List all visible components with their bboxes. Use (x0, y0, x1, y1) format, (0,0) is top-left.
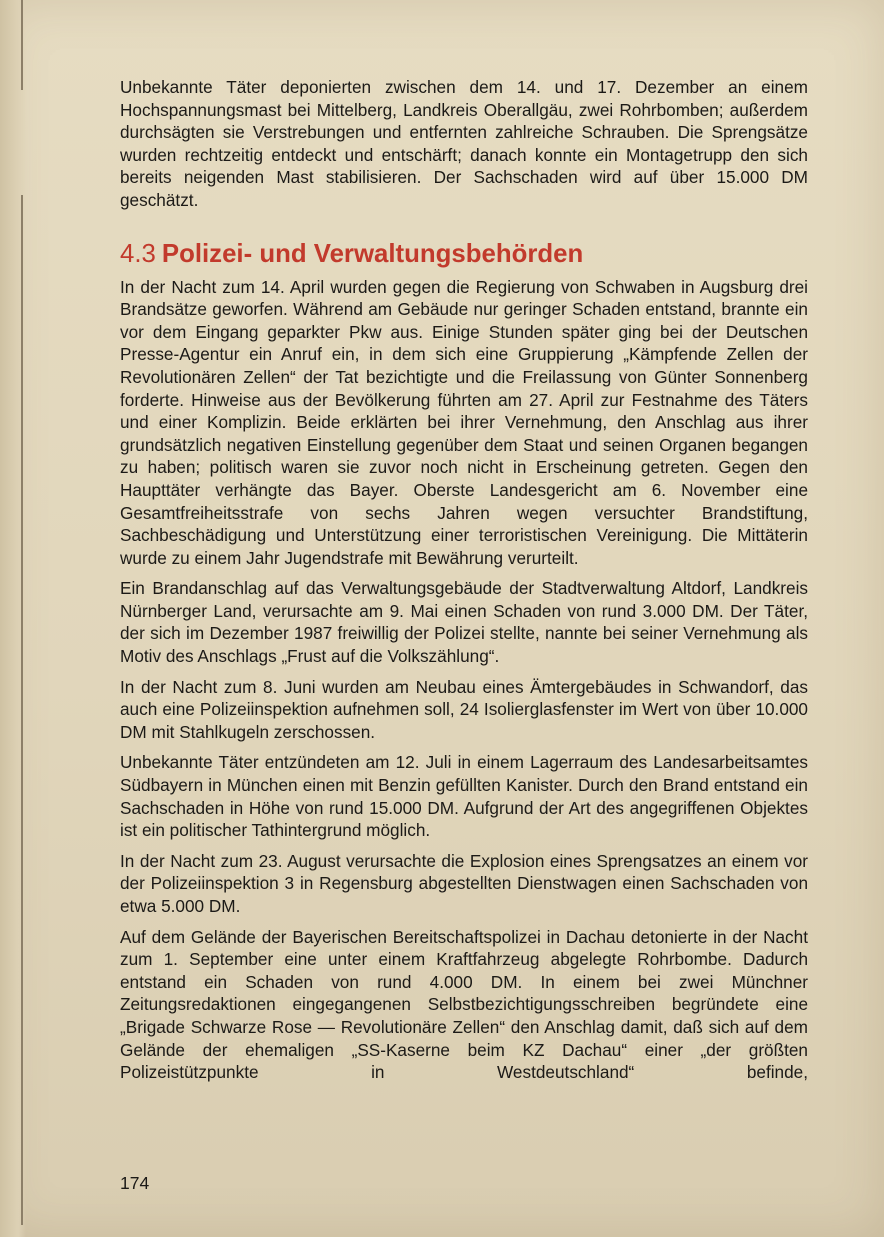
binding-line (21, 195, 23, 1225)
paragraph: Ein Brandanschlag auf das Verwaltungsgebäude der Stadtverwaltung Altdorf, Landkreis Nürnberger Land, verursachte am 9. Mai einen Schaden von rund 3.000 DM. Der Täter, der sich im Dezember 1987 freiwillig der Polizei stellte, nannte bei seiner Vernehmung als Motiv des Anschlags „Frust auf die Volkszählung“. (120, 578, 808, 667)
section-number: 4.3 (120, 239, 156, 268)
paragraph: In der Nacht zum 8. Juni wurden am Neubau eines Ämtergebäudes in Schwandorf, das auch eine Polizeiinspektion aufnehmen soll, 24 Isolierglasfenster im Wert von über 10.000 DM mit Stahlkugeln zerschossen. (120, 676, 808, 742)
section-title: Polizei- und Verwaltungsbehörden (161, 239, 584, 268)
page-binding-edge (0, 0, 26, 1237)
section-heading (120, 239, 808, 268)
binding-line (21, 0, 23, 90)
paragraph: In der Nacht zum 23. August verursachte die Explosion eines Sprengsatzes an einem vor der Polizeiinspektion 3 in Regensburg abgestellten Dienstwagen einen Sachschaden von etwa 5.000 DM. (120, 850, 808, 916)
paragraph: Unbekannte Täter entzündeten am 12. Juli in einem Lagerraum des Landesarbeitsamtes Südbayern in München einen mit Benzin gefüllten Kanister. Durch den Brand entstand ein Sachschaden in Höhe von rund 15.000 DM. Aufgrund der Art des angegriffenen Objektes ist ein politischer Tathintergrund möglich. (120, 752, 808, 841)
paragraph: Auf dem Gelände der Bayerischen Bereitschaftspolizei in Dachau detonierte in der Nacht zum 1. September eine unter einem Kraftfahrzeug abgelegte Rohrbombe. Dadurch entstand ein Schaden von rund 4.000 DM. In einem bei zwei Münchner Zeitungsredaktionen eingegangenen Selbstbezichtigungsschreiben begründete eine „Brigade Schwarze Rose — Revolutionäre Zellen“ den Anschlag damit, daß sich auf dem Gelände der ehemaligen „SS-Kaserne beim KZ Dachau“ einer „der größten Polizeistützpunkte in Westdeutschland“ befinde, (120, 926, 808, 1083)
paragraph: In der Nacht zum 14. April wurden gegen die Regierung von Schwaben in Augsburg drei Brandsätze geworfen. Während am Gebäude nur geringer Schaden entstand, brannte ein vor dem Eingang geparkter Pkw aus. Einige Stunden später ging bei der Deutschen Presse-Agentur ein Anruf ein, in dem sich eine Gruppierung „Kämpfende Zellen der Revolutionären Zellen“ der Tat bezichtigte und die Freilassung von Günter Sonnenberg forderte. Hinweise aus der Bevölkerung führten am 27. April zur Festnahme des Täters und einer Komplizin. Beide erklärten bei ihrer Vernehmung, den Anschlag aus ihrer grundsätzlich negativen Einstellung gegenüber dem Staat und seinen Organen begangen zu haben; politisch waren sie zuvor noch nicht in Erscheinung getreten. Gegen den Haupttäter verhängte das Bayer. Oberste Landesgericht am 6. November eine Gesamtfreiheitsstrafe von sechs Jahren wegen versuchter Brandstiftung, Sachbeschädigung und Unterstützung einer terroristischen Vereinigung. Die Mittäterin wurde zu einem Jahr Jugendstrafe mit Bewährung verurteilt. (120, 276, 808, 568)
page-body (120, 76, 808, 1092)
paragraph: Unbekannte Täter deponierten zwischen dem 14. und 17. Dezember an einem Hochspannungsmast bei Mittelberg, Landkreis Oberallgäu, zwei Rohrbomben; außerdem durchsägten sie Verstrebungen und entfernten zahlreiche Schrauben. Die Sprengsätze wurden rechtzeitig entdeckt und entschärft; danach konnte ein Montagetrupp den sich bereits neigenden Mast stabilisieren. Der Sachschaden wird auf über 15.000 DM geschätzt. (120, 77, 808, 210)
page-number: 174 (120, 1173, 150, 1193)
